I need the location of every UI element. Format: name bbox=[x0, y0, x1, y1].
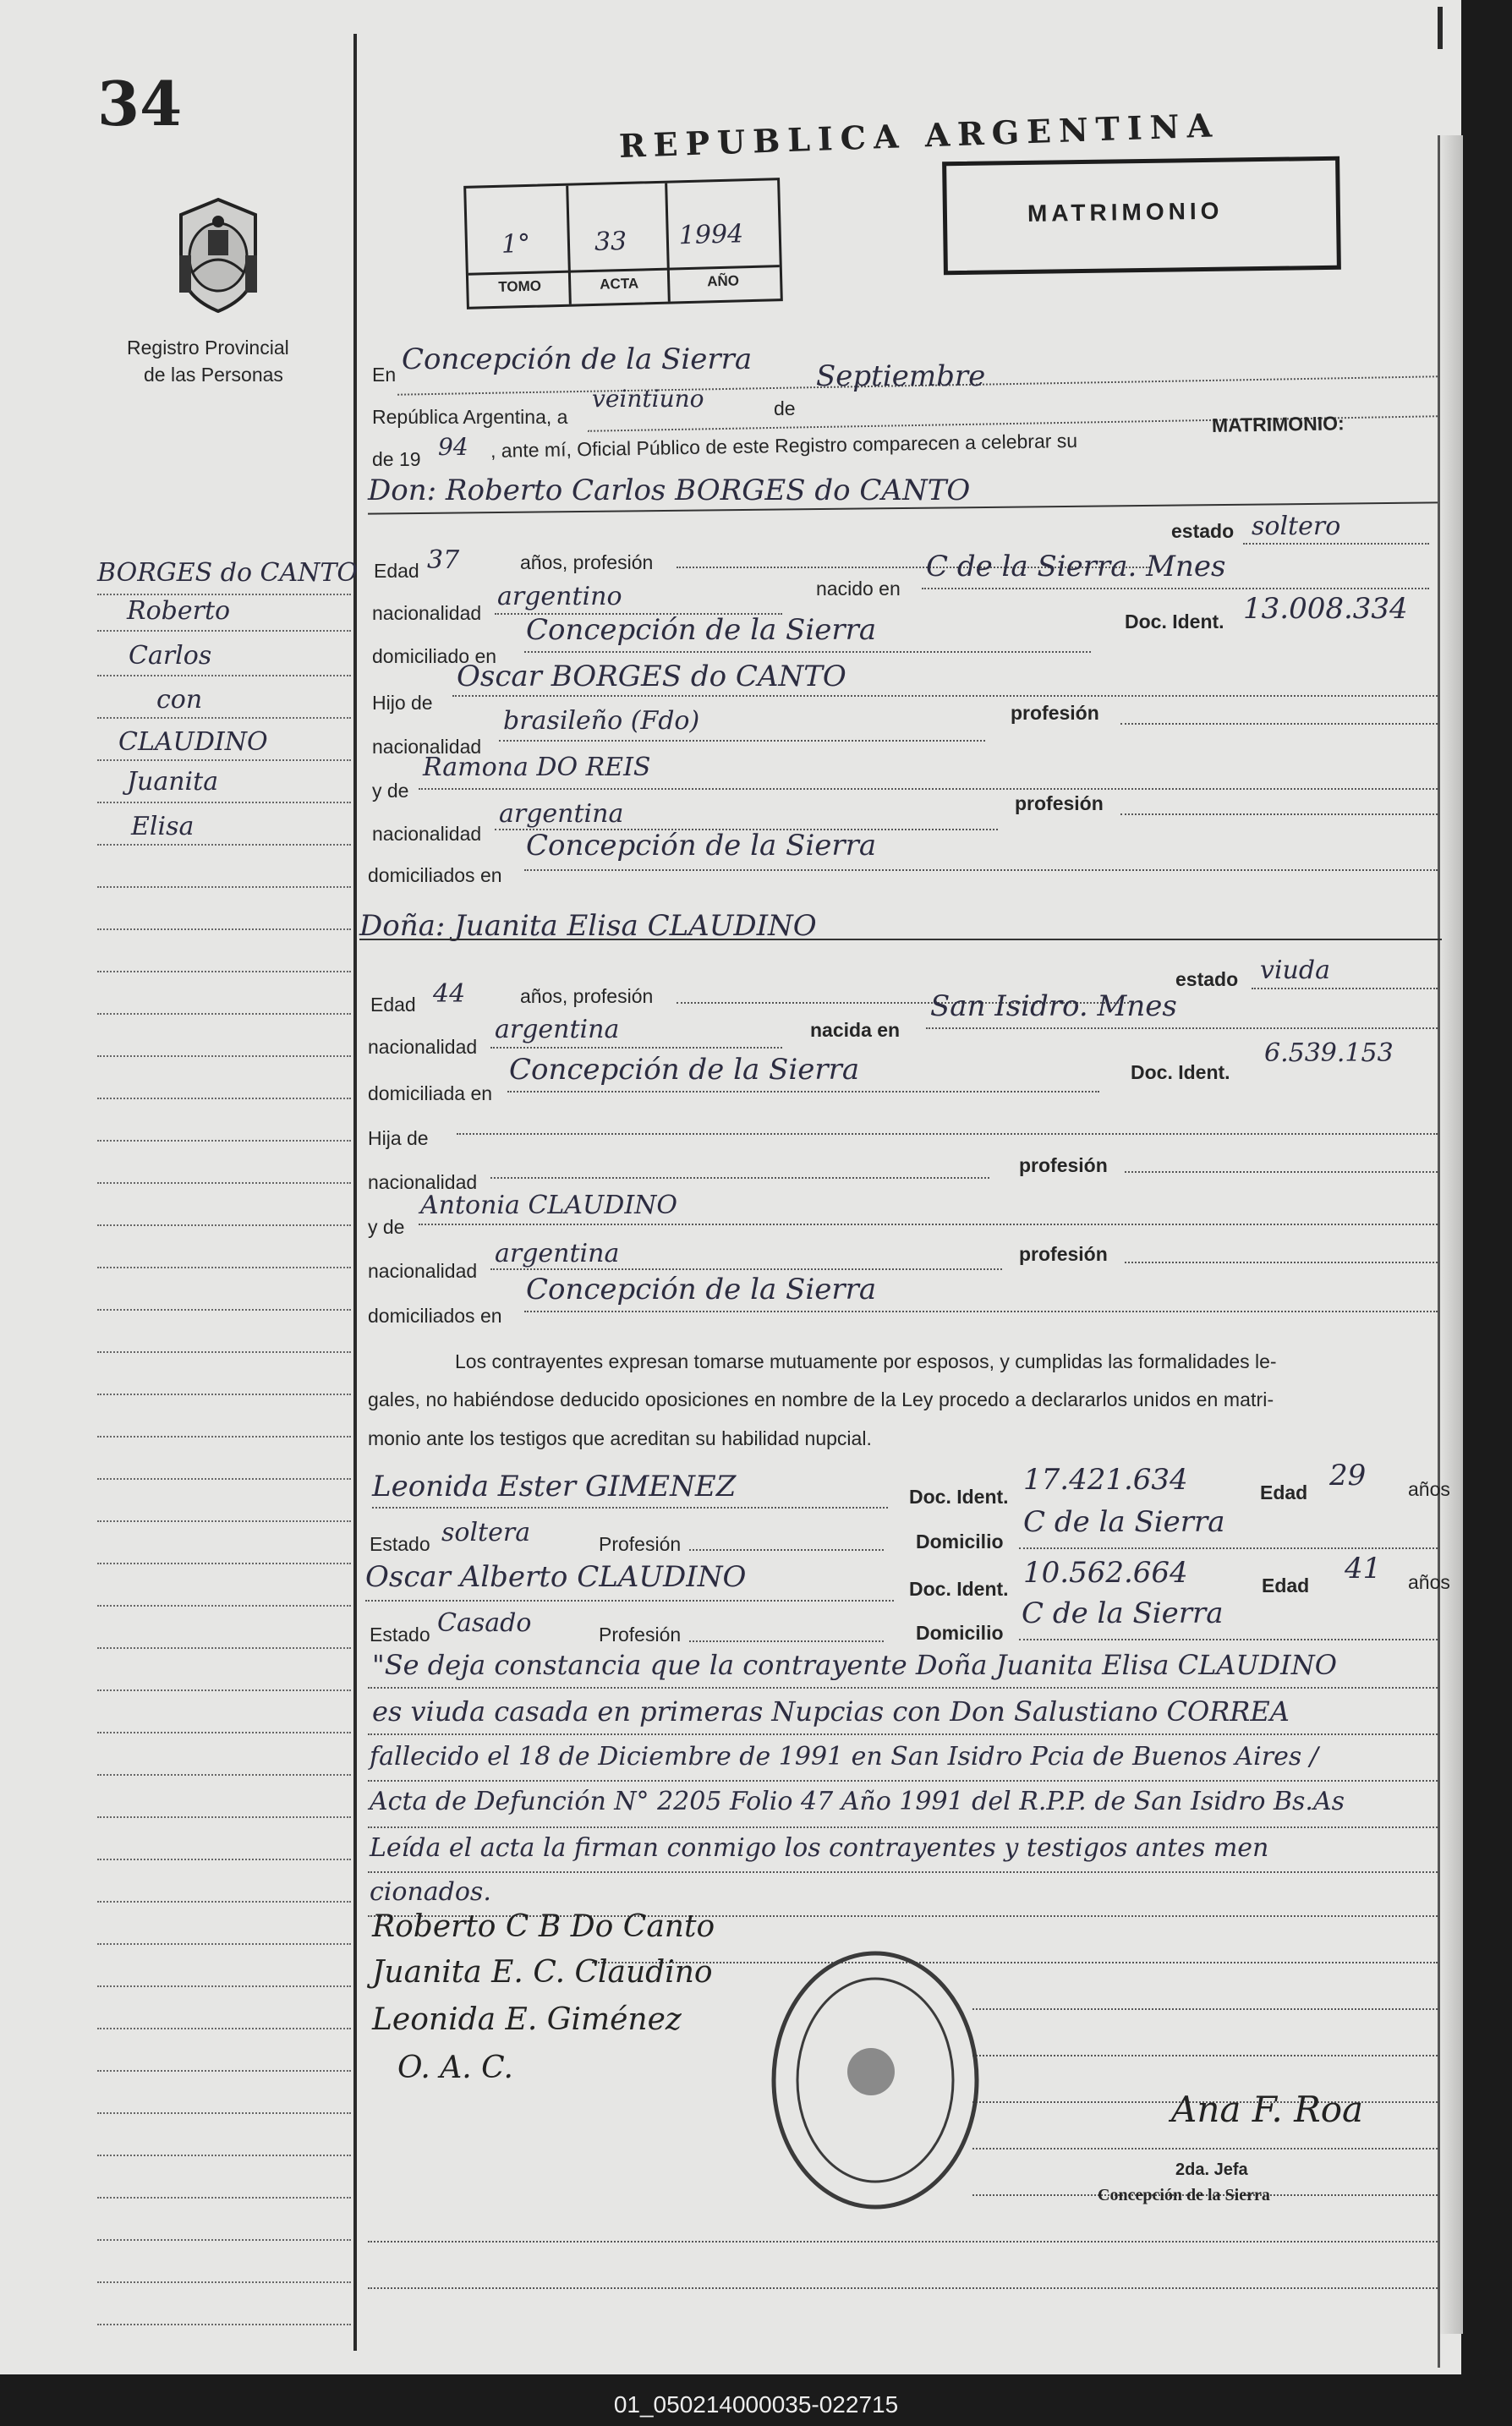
note-line-1: "Se deja constancia que la contrayente Doña Juanita Elisa CLAUDINO bbox=[372, 1649, 1337, 1681]
groom-name: Don: Roberto Carlos BORGES do CANTO bbox=[368, 474, 971, 507]
intro-month: Septiembre bbox=[816, 359, 986, 393]
groom-madre-prof-label: profesión bbox=[1015, 792, 1104, 814]
intro-de-label: de bbox=[774, 397, 796, 419]
record-type: MATRIMONIO bbox=[1027, 197, 1224, 227]
ano-label: AÑO bbox=[706, 272, 740, 290]
signature-bride: Juanita E. C. Claudino bbox=[372, 1955, 713, 1990]
witness-1-estado-label: Estado bbox=[370, 1533, 430, 1555]
signature-witness-2: O. A. C. bbox=[397, 2051, 513, 2085]
declaration-line-3: monio ante los testigos que acreditan su habilidad nupcial. bbox=[368, 1427, 872, 1449]
bride-domicilio: Concepción de la Sierra bbox=[509, 1053, 860, 1087]
groom-padres-dom: Concepción de la Sierra bbox=[526, 829, 877, 863]
groom-estado-label: estado bbox=[1171, 520, 1235, 542]
ano-value: 1994 bbox=[678, 219, 744, 251]
witness-2-domicilio-label: Domicilio bbox=[916, 1622, 1004, 1644]
registry-line-2: de las Personas bbox=[144, 364, 283, 386]
groom-domiciliado-label: domiciliado en bbox=[372, 645, 497, 667]
witness-2-edad: 41 bbox=[1345, 1552, 1382, 1585]
margin-name-0: BORGES do CANTO bbox=[97, 558, 359, 588]
provincial-seal bbox=[167, 196, 269, 315]
bride-yde-label: y de bbox=[368, 1216, 405, 1238]
registry-line-1: Registro Provincial bbox=[127, 337, 289, 359]
groom-edad-label: Edad bbox=[374, 560, 419, 582]
bride-profesion-label: años, profesión bbox=[520, 985, 654, 1007]
groom-nacionalidad: argentino bbox=[497, 582, 622, 611]
note-line-2: es viuda casada en primeras Nupcias con Don Salustiano CORREA bbox=[372, 1695, 1290, 1728]
witness-1-domicilio-label: Domicilio bbox=[916, 1531, 1004, 1553]
footer-id: 01_050214000035-022715 bbox=[613, 2391, 899, 2418]
margin-name-2: Carlos bbox=[129, 641, 212, 671]
margin-name-5: Juanita bbox=[127, 767, 219, 797]
intro-year: 94 bbox=[438, 433, 468, 461]
bride-doc-label: Doc. Ident. bbox=[1131, 1061, 1230, 1083]
bride-name: Doña: Juanita Elisa CLAUDINO bbox=[359, 909, 817, 943]
margin-name-1: Roberto bbox=[127, 596, 231, 626]
groom-yde-label: y de bbox=[372, 780, 409, 802]
bride-hija-label: Hija de bbox=[368, 1127, 429, 1149]
groom-padre-nac: brasileño (Fdo) bbox=[503, 706, 700, 736]
groom-madre-nac: argentina bbox=[499, 799, 624, 829]
bride-madre: Antonia CLAUDINO bbox=[420, 1191, 678, 1220]
acta-value: 33 bbox=[594, 226, 627, 257]
bride-nacida: San Isidro. Mnes bbox=[930, 989, 1177, 1023]
bride-nacionalidad-label: nacionalidad bbox=[368, 1036, 478, 1058]
signature-witness-1: Leonida E. Giménez bbox=[372, 2002, 682, 2037]
top-right-mark bbox=[1438, 7, 1443, 49]
bride-nacionalidad: argentina bbox=[495, 1015, 620, 1044]
margin-name-3: con bbox=[156, 685, 203, 715]
witness-1-anos-label: años bbox=[1408, 1478, 1450, 1500]
oficial-stamp-line-1: 2da. Jefa bbox=[1175, 2160, 1248, 2179]
groom-edad: 37 bbox=[427, 545, 460, 575]
witness-1-edad-label: Edad bbox=[1260, 1481, 1308, 1503]
groom-padre: Oscar BORGES do CANTO bbox=[457, 660, 846, 693]
groom-estado: soltero bbox=[1252, 512, 1341, 541]
groom-nacido-label: nacido en bbox=[816, 578, 901, 600]
record-table bbox=[463, 178, 783, 309]
en-label: En bbox=[372, 364, 397, 386]
note-line-3: fallecido el 18 de Diciembre de 1991 en San Isidro Pcia de Buenos Aires / bbox=[370, 1742, 1318, 1772]
tomo-value: 1° bbox=[501, 228, 531, 260]
witness-1-domicilio: C de la Sierra bbox=[1023, 1505, 1225, 1539]
witness-1-estado: soltera bbox=[441, 1518, 531, 1547]
bride-edad-label: Edad bbox=[370, 994, 416, 1016]
signature-groom: Roberto C B Do Canto bbox=[372, 1909, 715, 1944]
groom-doc-label: Doc. Ident. bbox=[1125, 611, 1224, 633]
oficial-text: , ante mí, Oficial Público de este Registro comparecen a celebrar su bbox=[490, 429, 1078, 462]
record-type-box bbox=[942, 156, 1341, 276]
groom-profesion-label: años, profesión bbox=[520, 551, 654, 573]
footer-bar bbox=[0, 2385, 1512, 2426]
groom-padres-dom-label: domiciliados en bbox=[368, 864, 502, 886]
intro-day: veintiuno bbox=[592, 385, 704, 413]
page-number: 34 bbox=[97, 68, 183, 140]
witness-2-edad-label: Edad bbox=[1262, 1574, 1310, 1596]
note-line-6: cionados. bbox=[370, 1877, 491, 1907]
bride-edad: 44 bbox=[433, 979, 466, 1009]
groom-madre-nac-label: nacionalidad bbox=[372, 823, 482, 845]
bride-padre-nac-label: nacionalidad bbox=[368, 1171, 478, 1193]
witness-2-estado-label: Estado bbox=[370, 1624, 430, 1646]
groom-domicilio: Concepción de la Sierra bbox=[526, 613, 877, 647]
note-line-4: Acta de Defunción N° 2205 Folio 47 Año 1991 del R.P.P. de San Isidro Bs.As bbox=[370, 1787, 1345, 1816]
margin-name-4: CLAUDINO bbox=[118, 727, 268, 757]
official-round-stamp bbox=[765, 1945, 985, 2215]
oficial-stamp-line-2: Concepción de la Sierra bbox=[1098, 2186, 1270, 2204]
witness-1-name: Leonida Ester GIMENEZ bbox=[372, 1470, 737, 1503]
groom-nacionalidad-label: nacionalidad bbox=[372, 602, 482, 624]
witness-2-domicilio: C de la Sierra bbox=[1022, 1596, 1224, 1630]
witness-2-doc: 10.562.664 bbox=[1023, 1556, 1188, 1590]
acta-label: ACTA bbox=[600, 275, 639, 293]
note-line-5: Leída el acta la firman conmigo los contrayentes y testigos antes men bbox=[370, 1833, 1269, 1863]
witness-2-anos-label: años bbox=[1408, 1571, 1450, 1593]
margin-name-6: Elisa bbox=[131, 812, 194, 841]
bride-padres-dom-label: domiciliados en bbox=[368, 1305, 502, 1327]
intro-place: Concepción de la Sierra bbox=[402, 342, 753, 376]
country-title: REPUBLICA ARGENTINA bbox=[618, 106, 1220, 165]
witness-2-name: Oscar Alberto CLAUDINO bbox=[365, 1560, 747, 1594]
witness-1-edad: 29 bbox=[1329, 1459, 1367, 1492]
bride-estado: viuda bbox=[1260, 956, 1330, 985]
witness-1-doc-label: Doc. Ident. bbox=[909, 1486, 1009, 1508]
bride-madre-nac-label: nacionalidad bbox=[368, 1260, 478, 1282]
groom-padre-nac-label: nacionalidad bbox=[372, 736, 482, 758]
groom-nacido: C de la Sierra. Mnes bbox=[926, 550, 1226, 583]
witness-2-profesion-label: Profesión bbox=[599, 1624, 682, 1646]
bride-madre-nac: argentina bbox=[495, 1239, 620, 1268]
tomo-label: TOMO bbox=[498, 277, 542, 295]
witness-2-estado: Casado bbox=[437, 1608, 532, 1638]
bride-estado-label: estado bbox=[1175, 968, 1239, 990]
bride-domiciliada-label: domiciliada en bbox=[368, 1082, 493, 1104]
bride-padres-dom: Concepción de la Sierra bbox=[526, 1273, 877, 1306]
groom-madre: Ramona DO REIS bbox=[423, 753, 651, 782]
witness-2-doc-label: Doc. Ident. bbox=[909, 1578, 1009, 1600]
de19-label: de 19 bbox=[372, 448, 421, 470]
page-edge bbox=[1438, 135, 1463, 2334]
groom-padre-prof-label: profesión bbox=[1011, 702, 1099, 724]
witness-1-profesion-label: Profesión bbox=[599, 1533, 682, 1555]
republica-label: República Argentina, a bbox=[372, 406, 568, 428]
groom-hijo-label: Hijo de bbox=[372, 692, 433, 714]
bride-nacida-label: nacida en bbox=[810, 1019, 901, 1041]
right-border bbox=[1438, 135, 1440, 2368]
bride-madre-prof-label: profesión bbox=[1019, 1243, 1108, 1265]
declaration-line-1: Los contrayentes expresan tomarse mutuamente por esposos, y cumplidas las formalidades le- bbox=[455, 1350, 1277, 1372]
oficial-signature: Ana F. Roa bbox=[1171, 2089, 1364, 2130]
declaration-line-2: gales, no habiéndose deducido oposiciones en nombre de la Ley procedo a declararlos unidos en matri- bbox=[368, 1388, 1274, 1410]
bride-padre-prof-label: profesión bbox=[1019, 1154, 1108, 1176]
groom-doc: 13.008.334 bbox=[1243, 592, 1408, 626]
matrimonio-word: MATRIMONIO: bbox=[1211, 412, 1345, 436]
bride-doc: 6.539.153 bbox=[1264, 1038, 1394, 1068]
margin-divider bbox=[353, 34, 357, 2351]
witness-1-doc: 17.421.634 bbox=[1023, 1463, 1188, 1497]
